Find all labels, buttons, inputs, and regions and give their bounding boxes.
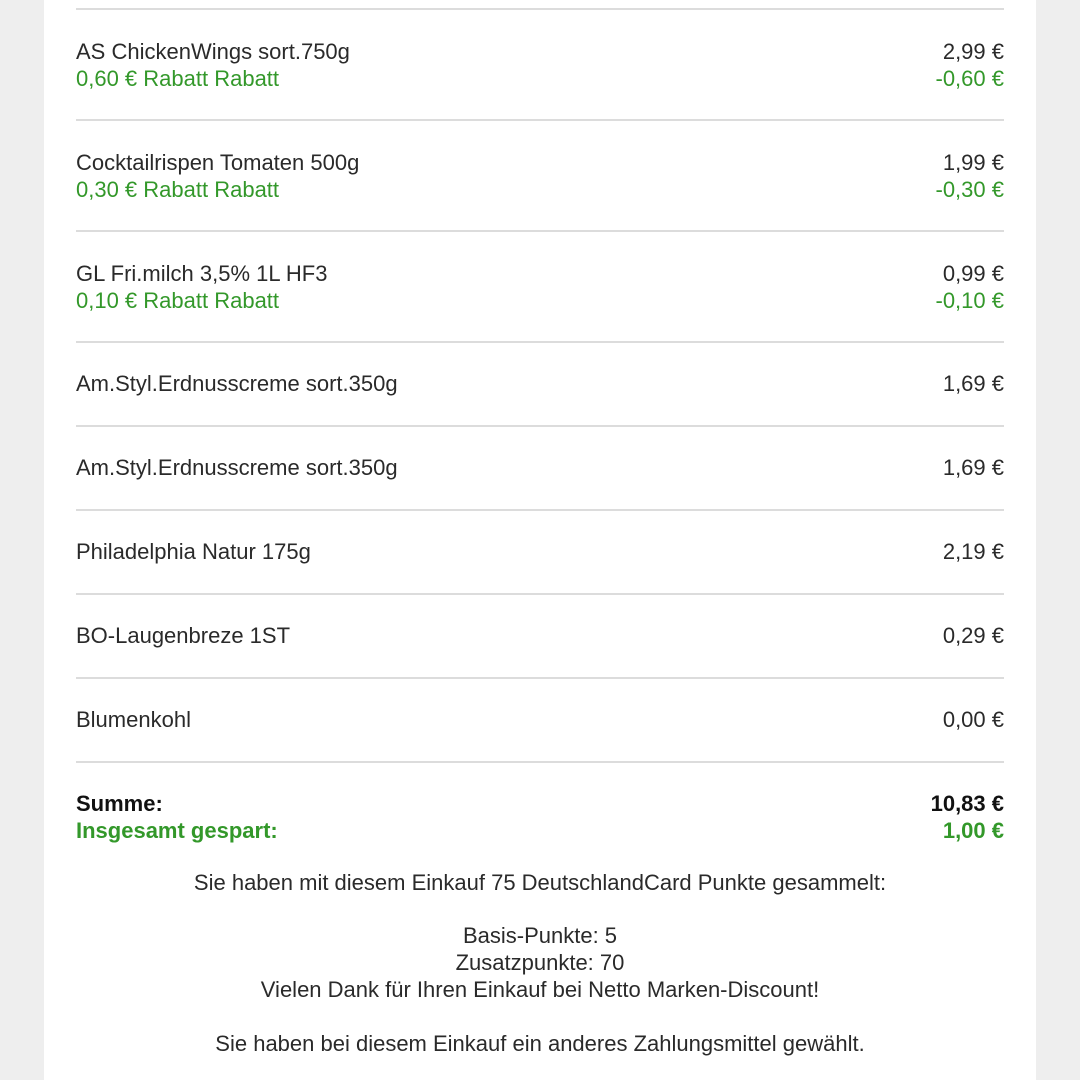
receipt-item xyxy=(76,593,1004,677)
saved-value: 1,00 € xyxy=(942,818,1004,843)
item-discount-value: -0,60 € xyxy=(935,66,1004,91)
sum-value: 10,83 € xyxy=(930,791,1004,816)
item-name: GL Fri.milch 3,5% 1L HF3 xyxy=(76,261,328,286)
item-price: 0,29 € xyxy=(942,623,1004,648)
item-name: AS ChickenWings sort.750g xyxy=(76,39,350,64)
item-discount-value: -0,30 € xyxy=(935,177,1004,202)
sum-label: Summe: xyxy=(76,791,163,816)
receipt-item-list xyxy=(76,8,1004,763)
item-divider xyxy=(76,761,1004,763)
item-discount-label: 0,10 € Rabatt Rabatt xyxy=(76,288,280,313)
item-price: 2,19 € xyxy=(942,539,1004,564)
receipt-card xyxy=(44,0,1036,1080)
item-name: Blumenkohl xyxy=(76,707,191,732)
receipt-item xyxy=(76,230,1004,341)
item-price: 1,99 € xyxy=(942,150,1004,175)
receipt-item xyxy=(76,8,1004,119)
receipt-item xyxy=(76,509,1004,593)
item-name: Am.Styl.Erdnusscreme sort.350g xyxy=(76,455,398,480)
item-discount-label: 0,60 € Rabatt Rabatt xyxy=(76,66,280,91)
payment-note-text: Sie haben bei diesem Einkauf ein anderes Zahlungsmittel gewählt. xyxy=(215,1031,865,1056)
item-price: 0,99 € xyxy=(942,261,1004,286)
receipt-item xyxy=(76,425,1004,509)
item-discount-value: -0,10 € xyxy=(935,288,1004,313)
item-name: Am.Styl.Erdnusscreme sort.350g xyxy=(76,371,398,396)
receipt-item xyxy=(76,119,1004,230)
item-price: 2,99 € xyxy=(942,39,1004,64)
item-discount-label: 0,30 € Rabatt Rabatt xyxy=(76,177,280,202)
item-price: 1,69 € xyxy=(942,455,1004,480)
basis-points-text: Basis-Punkte: 5 xyxy=(462,923,618,948)
receipt-item xyxy=(76,677,1004,761)
extra-points-text: Zusatzpunkte: 70 xyxy=(455,950,625,975)
totals-section xyxy=(76,790,1004,844)
thanks-text: Vielen Dank für Ihren Einkauf bei Netto Marken-Discount! xyxy=(260,977,820,1002)
item-name: Cocktailrispen Tomaten 500g xyxy=(76,150,360,175)
receipt-item xyxy=(76,341,1004,425)
item-price: 1,69 € xyxy=(942,371,1004,396)
item-name: BO-Laugenbreze 1ST xyxy=(76,623,291,648)
points-collected-text: Sie haben mit diesem Einkauf 75 DeutschlandCard Punkte gesammelt: xyxy=(193,870,887,895)
item-name: Philadelphia Natur 175g xyxy=(76,539,311,564)
item-price: 0,00 € xyxy=(942,707,1004,732)
saved-label: Insgesamt gespart: xyxy=(76,818,278,843)
